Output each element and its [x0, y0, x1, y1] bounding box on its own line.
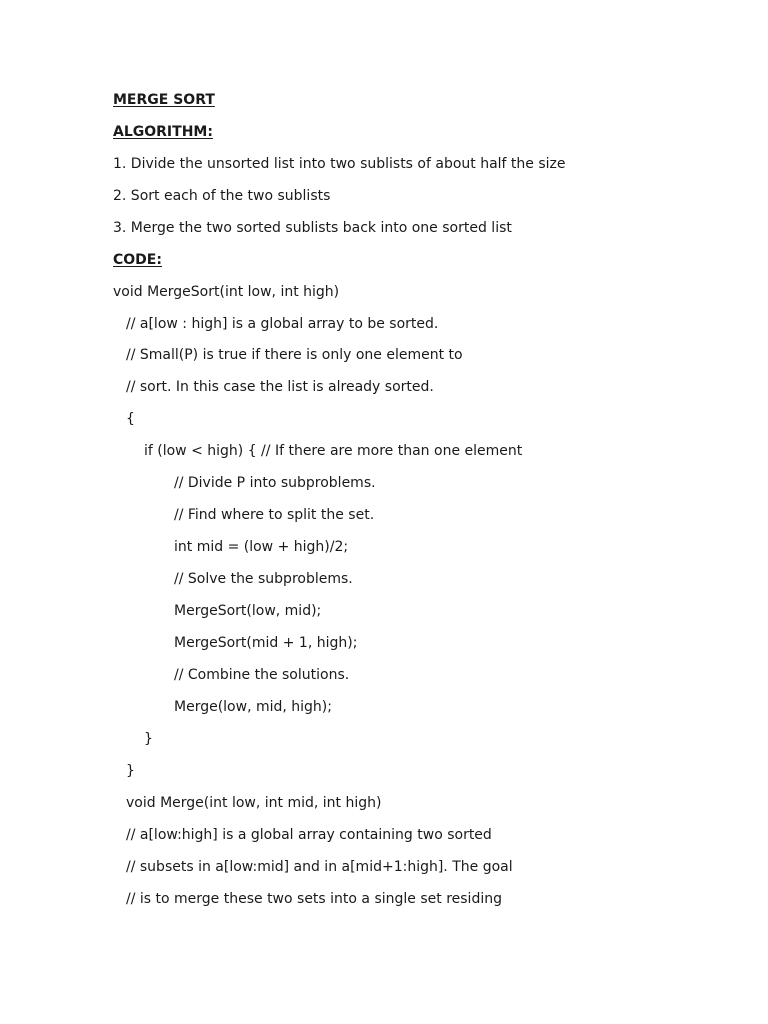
code-line: // Small(P) is true if there is only one element to: [126, 347, 463, 363]
code-line: }: [144, 731, 153, 747]
code-line: {: [126, 411, 135, 427]
code-line: // subsets in a[low:mid] and in a[mid+1:high]. The goal: [126, 859, 513, 875]
code-line: // a[low : high] is a global array to be sorted.: [126, 316, 439, 332]
algorithm-step: 2. Sort each of the two sublists: [113, 188, 331, 204]
code-line: // sort. In this case the list is already sorted.: [126, 379, 434, 395]
code-line: MergeSort(low, mid);: [174, 603, 322, 619]
algorithm-step: 3. Merge the two sorted sublists back into one sorted list: [113, 220, 512, 236]
algorithm-step: 1. Divide the unsorted list into two sublists of about half the size: [113, 156, 566, 172]
code-line: // Solve the subproblems.: [174, 571, 353, 587]
code-line: void MergeSort(int low, int high): [113, 284, 340, 300]
code-line: // is to merge these two sets into a single set residing: [126, 891, 502, 907]
code-line: if (low < high) { // If there are more than one element: [144, 443, 523, 459]
document-title: MERGE SORT: [113, 92, 215, 108]
code-line: // Divide P into subproblems.: [174, 475, 376, 491]
code-line: }: [126, 763, 135, 779]
code-line: Merge(low, mid, high);: [174, 699, 332, 715]
code-heading: CODE:: [113, 252, 162, 268]
algorithm-heading: ALGORITHM:: [113, 124, 213, 140]
code-line: // Combine the solutions.: [174, 667, 350, 683]
code-line: void Merge(int low, int mid, int high): [126, 795, 382, 811]
code-line: int mid = (low + high)/2;: [174, 539, 349, 555]
code-line: MergeSort(mid + 1, high);: [174, 635, 358, 651]
code-line: // Find where to split the set.: [174, 507, 375, 523]
code-line: // a[low:high] is a global array containing two sorted: [126, 827, 492, 843]
